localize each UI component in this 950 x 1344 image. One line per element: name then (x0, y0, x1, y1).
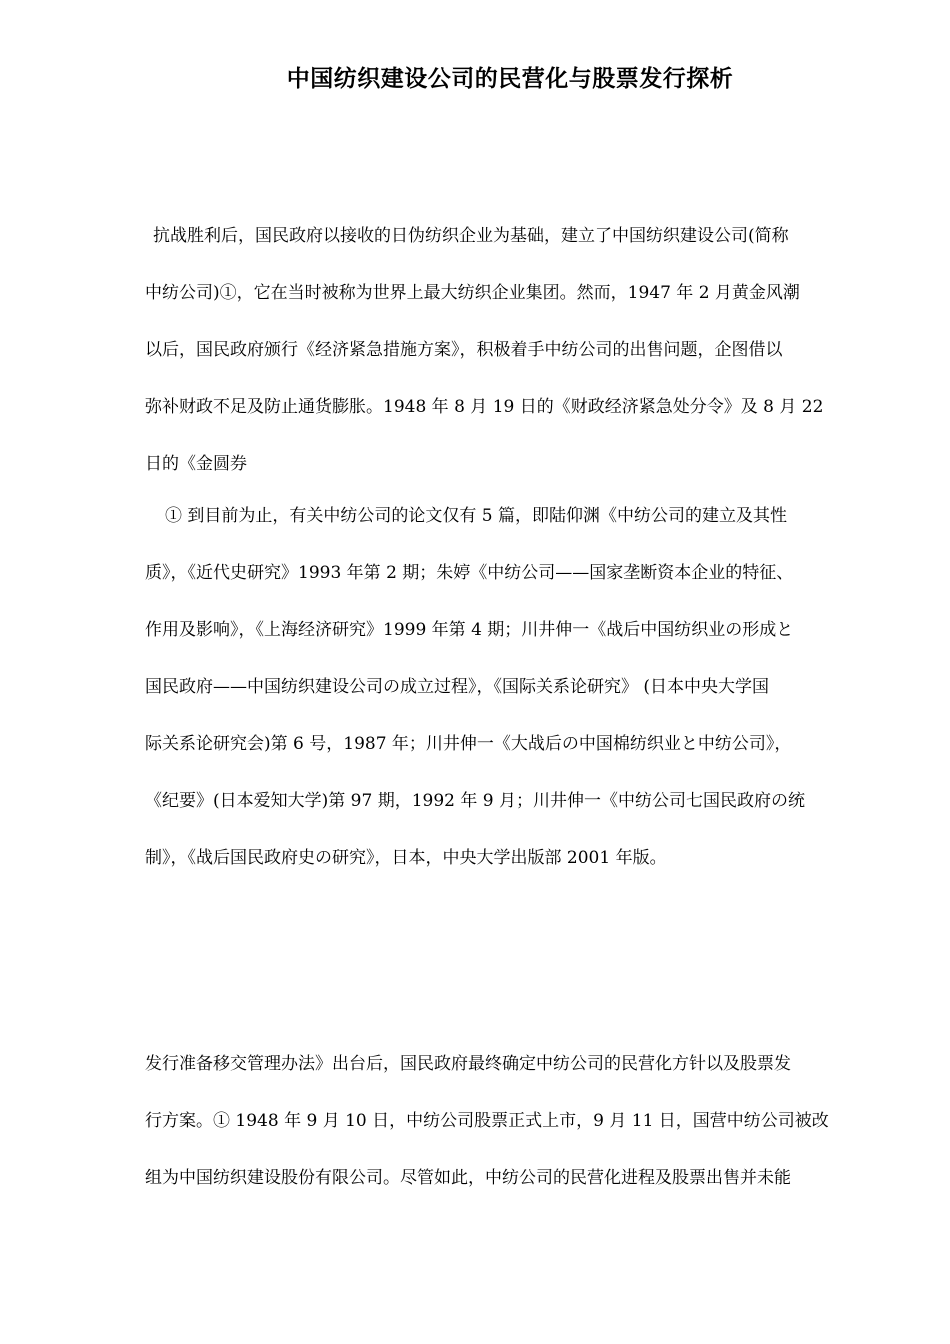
footnote-line: 作用及影响》，《上海经济研究》1999 年第 4 期；川井伸一《战后中国纺织业の形成と (145, 620, 794, 640)
body-paragraph-2 (145, 1036, 876, 1207)
paragraph-line: 组为中国纺织建设股份有限公司。尽管如此，中纺公司的民营化进程及股票出售并未能 (145, 1168, 791, 1188)
footnote-block (145, 488, 876, 887)
paragraph-line: 发行准备移交管理办法》出台后，国民政府最终确定中纺公司的民营化方针以及股票发 (145, 1054, 791, 1074)
footnote-line: 质》，《近代史研究》1993 年第 2 期；朱婷《中纺公司——国家垄断资本企业的特征、 (145, 563, 794, 583)
paragraph-line: 抗战胜利后，国民政府以接收的日伪纺织企业为基础，建立了中国纺织建设公司(简称 (153, 226, 789, 246)
body-paragraph-1 (145, 208, 876, 493)
document-title: 中国纺织建设公司的民营化与股票发行探析 (286, 65, 734, 92)
footnote-line: 《纪要》(日本爱知大学)第 97 期，1992 年 9 月；川井伸一《中纺公司七国民政府の统 (145, 791, 805, 811)
footnote-line: ① 到目前为止，有关中纺公司的论文仅有 5 篇，即陆仰渊《中纺公司的建立及其性 (165, 506, 788, 526)
paragraph-line: 中纺公司)①，它在当时被称为世界上最大纺织企业集团。然而，1947 年 2 月黄金风潮 (145, 283, 800, 303)
paragraph-line: 弥补财政不足及防止通货膨胀。1948 年 8 月 19 日的《财政经济紧急处分令》及 8 月 22 (145, 397, 824, 417)
paragraph-line: 以后，国民政府颁行《经济紧急措施方案》，积极着手中纺公司的出售问题，企图借以 (145, 340, 783, 360)
paragraph-line: 行方案。① 1948 年 9 月 10 日，中纺公司股票正式上市，9 月 11 日，国营中纺公司被改 (145, 1111, 829, 1131)
paragraph-line: 日的《金圆券 (145, 454, 247, 474)
footnote-line: 制》，《战后国民政府史の研究》，日本，中央大学出版部 2001 年版。 (145, 848, 667, 868)
footnote-line: 国民政府——中国纺织建设公司の成立过程》，《国际关系论研究》 (日本中央大学国 (145, 677, 770, 697)
footnote-line: 际关系论研究会)第 6 号，1987 年；川井伸一《大战后の中国棉纺织业と中纺公司》， (145, 734, 792, 754)
